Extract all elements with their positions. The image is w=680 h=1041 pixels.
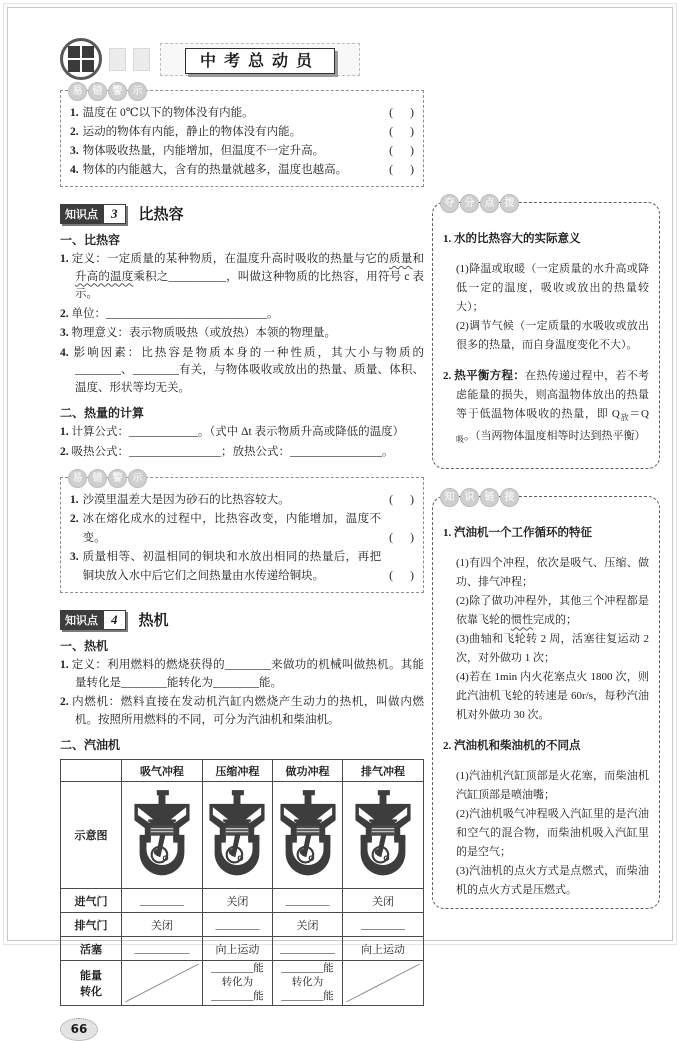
list-item: 4. 影响因素：比热容是物质本身的一种性质，其大小与物质的________、________有关，与物体吸收或放出的热量、质量、体积、温度、形状等均无关。 — [60, 346, 425, 394]
emphasized-term: 升高的温度 — [75, 270, 134, 283]
engine-diagram-icon — [277, 786, 339, 882]
answer-bracket: ( ) — [389, 570, 414, 582]
note-paragraph: (2)汽油机吸气冲程吸入汽缸里的是汽油和空气的混合物，而柴油机吸入汽缸里的是空气； — [456, 808, 649, 859]
warning-box-2 — [60, 473, 424, 593]
table-cell — [343, 782, 424, 889]
list-item: 3. 物理意义：表示物质吸热（或放热）本领的物理量。 — [60, 327, 336, 339]
section-title: 热机 — [138, 611, 169, 629]
page-header — [60, 38, 660, 80]
note-title: 汽油机一个工作循环的特征 — [454, 525, 592, 540]
note-paragraph: (3)曲轴和飞轮转 2 周，活塞往复运动 2 次，对外做功 1 次； — [456, 633, 649, 665]
knowledge-point-number: 4 — [103, 610, 126, 630]
list-item: 4. 物体的内能越大，含有的热量就越多，温度也越高。 ( ) — [70, 161, 414, 180]
header-title-strip — [160, 43, 360, 76]
note-item: 1. 水的比热容大的实际意义 — [443, 231, 581, 245]
filmstrip-decoration — [109, 48, 126, 71]
engine-diagram-icon — [206, 786, 268, 882]
table-cell: 关闭 — [272, 913, 342, 937]
note-paragraph: (1)降温或取暖（一定质量的水升高或降低一定的温度，吸收或放出的热量较大）； — [456, 263, 649, 313]
sidebar-notes — [432, 90, 660, 909]
warning-box-1 — [60, 86, 424, 187]
subsection-heading: 二、汽油机 — [60, 738, 121, 752]
row-label: 进气门 — [61, 889, 122, 913]
knowledge-point-tag: 知识点 4 — [60, 610, 126, 630]
list-item: 2. 运动的物体有内能，静止的物体没有内能。 ( ) — [70, 123, 414, 142]
row-label: 示意图 — [61, 782, 122, 889]
table-cell: __________ — [272, 937, 342, 961]
left-column — [60, 86, 425, 1041]
list-item: 1. 沙漠里温差大是因为砂石的比热容较大。 ( ) — [70, 491, 414, 510]
engine-diagram-icon — [131, 786, 193, 882]
table-cell: 关闭 — [202, 889, 272, 913]
knowledge-point-4-heading — [60, 609, 424, 630]
subsection-heading: 二、热量的计算 — [60, 406, 145, 420]
table-corner-cell — [61, 760, 122, 782]
table-cell — [272, 782, 342, 889]
page-title: 中考总动员 — [185, 48, 335, 74]
table-cell: ________ — [202, 913, 272, 937]
subsection-heading: 一、热机 — [60, 639, 109, 653]
emphasized-term: 惯性 — [511, 614, 533, 627]
row-label: 活塞 — [61, 937, 122, 961]
section-title: 比热容 — [138, 205, 184, 223]
note-item: 1. 汽油机一个工作循环的特征 — [443, 525, 592, 540]
diagonal-slash-cell — [122, 961, 203, 1006]
warning-badge-icon: 易 错 警 示 — [68, 82, 147, 101]
note-title: 汽油机和柴油机的不同点 — [454, 738, 581, 753]
knowledge-point-3-heading — [60, 203, 424, 224]
list-item: 2. 内燃机：燃料直接在发动机汽缸内燃烧产生动力的热机，叫做内燃机。按照所用燃料的不同，可分为汽油机和柴油机。 — [60, 696, 424, 726]
knowledge-point-tag: 知识点 3 — [60, 204, 126, 224]
table-cell: __________ — [122, 937, 203, 961]
answer-bracket: ( ) — [389, 532, 414, 544]
note-title: 水的比热容大的实际意义 — [454, 231, 581, 245]
list-item: 3. 物体吸收热量，内能增加，但温度不一定升高。 ( ) — [70, 142, 414, 161]
note-paragraph: (2)除了做功冲程外，其他三个冲程都是依靠飞轮的惯性完成的； — [456, 595, 649, 627]
list-item: 2. 吸热公式：________________；放热公式：________________。 — [60, 445, 394, 458]
answer-bracket: ( ) — [389, 164, 414, 176]
table-cell: 关闭 — [122, 913, 203, 937]
knowledge-point-number: 3 — [103, 204, 126, 224]
subsection-heading: 一、比热容 — [60, 233, 121, 247]
table-cell: ________ — [343, 913, 424, 937]
table-cell: ________能 转化为 ________能 — [272, 961, 342, 1006]
knowledge-link-box — [432, 492, 660, 909]
note-paragraph: (4)若在 1min 内火花塞点火 1800 次，则此汽油机飞轮的转速是 60r/s，每秒汽油机对外做功 30 次。 — [456, 671, 649, 722]
column-header: 压缩冲程 — [202, 760, 272, 782]
column-header: 做功冲程 — [272, 760, 342, 782]
note-paragraph: (1)汽油机汽缸顶部是火花塞，而柴油机汽缸顶部是喷油嘴； — [456, 770, 649, 802]
filmstrip-decoration — [133, 48, 150, 71]
answer-bracket: ( ) — [389, 494, 414, 506]
list-item: 1. 定义：利用燃料的燃烧获得的________来做功的机械叫做热机。其能量转化是________能转化为________能。 — [60, 659, 425, 689]
answer-bracket: ( ) — [389, 126, 414, 138]
note-title: 热平衡方程： — [454, 368, 526, 382]
book-logo-icon — [60, 38, 102, 80]
tips-badge-icon: 夺 分 点 拨 — [440, 194, 519, 213]
note-paragraph: (3)汽油机的点火方式是点燃式，而柴油机的点火方式是压燃式。 — [456, 865, 649, 897]
note-paragraph: (2)调节气候（一定质量的水吸收或放出很多的热量，而自身温度变化不大）。 — [456, 320, 649, 351]
row-label: 排气门 — [61, 913, 122, 937]
row-label: 能量 转化 — [61, 961, 122, 1006]
column-header: 吸气冲程 — [122, 760, 203, 782]
tips-box — [432, 198, 660, 469]
table-cell — [122, 782, 203, 889]
list-item: 2. 冰在熔化成水的过程中，比热容改变，内能增加，温度不变。 ( ) — [70, 510, 414, 548]
knowledge-link-badge-icon: 知 识 链 接 — [440, 488, 519, 507]
column-header: 排气冲程 — [343, 760, 424, 782]
list-item: 2. 单位：____________________________。 — [60, 307, 279, 320]
emphasized-term: 质量 — [389, 253, 413, 265]
page-number-badge: 66 — [60, 1018, 98, 1041]
table-cell — [202, 782, 272, 889]
table-cell: ________ — [122, 889, 203, 913]
engine-diagram-icon — [352, 786, 414, 882]
page-content — [60, 38, 660, 1041]
table-cell: 关闭 — [343, 889, 424, 913]
note-item: 2. 汽油机和柴油机的不同点 — [443, 738, 581, 753]
list-item: 1. 定义：一定质量的某种物质，在温度升高时吸收的热量与它的质量和升高的温度乘积之__________，叫做这种物质的比热容，用符号 c 表示。 — [60, 253, 425, 300]
table-cell: ________ — [272, 889, 342, 913]
answer-bracket: ( ) — [389, 107, 414, 119]
table-cell: 向上运动 — [202, 937, 272, 961]
note-paragraph: (1)有四个冲程，依次是吸气、压缩、做功、排气冲程； — [456, 557, 649, 589]
list-item: 1. 计算公式：____________。（式中 Δt 表示物质升高或降低的温度） — [60, 426, 405, 438]
table-cell: ________能 转化为 ________能 — [202, 961, 272, 1006]
note-item: 2. 热平衡方程：在热传递过程中，若不考虑能量的损失，则高温物体放出的热量等于低温物体吸收的热量，即 $Q_放=Q_吸$。（当两物体温度相等时达到热平衡） — [443, 368, 650, 445]
list-item: 1. 温度在 0℃以下的物体没有内能。 ( ) — [70, 104, 414, 123]
diagonal-slash-cell — [343, 961, 424, 1006]
warning-badge-icon: 易 错 警 示 — [68, 469, 147, 488]
answer-bracket: ( ) — [389, 145, 414, 157]
list-item: 3. 质量相等、初温相同的铜块和水放出相同的热量后，再把铜块放入水中后它们之间热量由水传递给铜块。 ( ) — [70, 548, 414, 586]
table-cell: 向上运动 — [343, 937, 424, 961]
gasoline-engine-table — [60, 759, 424, 1006]
